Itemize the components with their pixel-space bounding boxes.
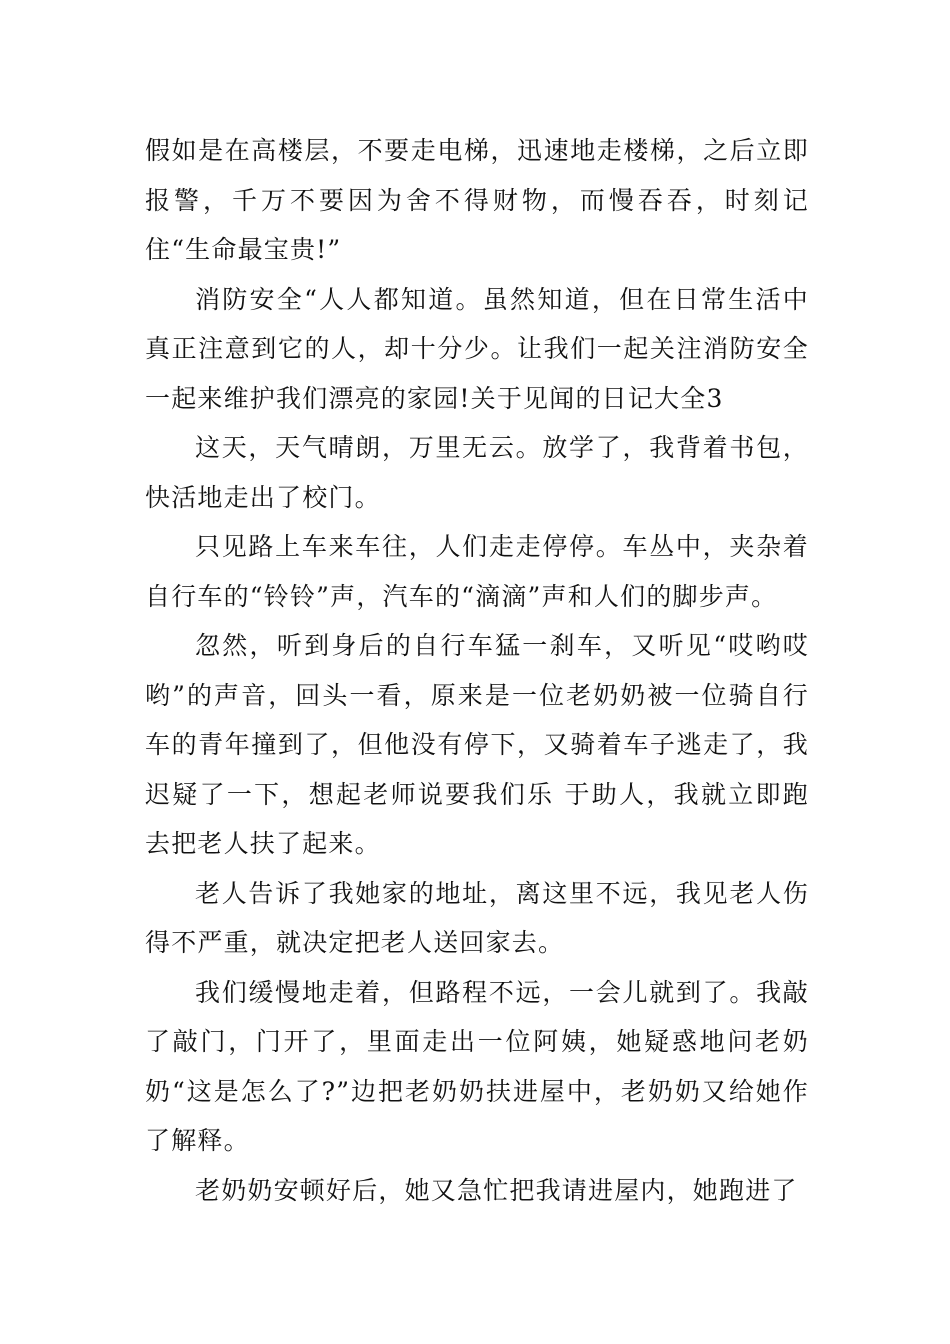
paragraph-4: 只见路上车来车往，人们走走停停。车丛中，夹杂着自行车的“铃铃”声，汽车的“滴滴”声和人们的脚步声。 bbox=[145, 532, 809, 611]
paragraph-3: 这天，天气晴朗，万里无云。放学了，我背着书包，快活地走出了校门。 bbox=[145, 433, 809, 512]
paragraph-1: 假如是在高楼层，不要走电梯，迅速地走楼梯，之后立即报警，千万不要因为舍不得财物，而慢吞吞，时刻记住“生命最宝贵!” bbox=[145, 136, 809, 264]
paragraph-5: 忽然，听到身后的自行车猛一刹车，又听见“哎哟哎哟”的声音，回头一看，原来是一位老奶奶被一位骑自行车的青年撞到了，但他没有停下，又骑着车子逃走了，我迟疑了一下，想起老师说要我们乐 于助人，我就立即跑去把老人扶了起来。 bbox=[145, 631, 809, 858]
paragraph-7: 我们缓慢地走着，但路程不远，一会儿就到了。我敲了敲门，门开了，里面走出一位阿姨，她疑惑地问老奶奶“这是怎么了?”边把老奶奶扶进屋中，老奶奶又给她作了解释。 bbox=[145, 977, 809, 1155]
paragraph-8: 老奶奶安顿好后，她又急忙把我请进屋内，她跑进了 bbox=[195, 1175, 798, 1205]
paragraph-6: 老人告诉了我她家的地址，离这里不远，我见老人伤得不严重，就决定把老人送回家去。 bbox=[145, 878, 809, 957]
paragraph-2: 消防安全“人人都知道。虽然知道，但在日常生活中真正注意到它的人，却十分少。让我们一起关注消防安全一起来维护我们漂亮的家园!关于见闻的日记大全3 bbox=[145, 284, 809, 413]
document-body bbox=[145, 126, 809, 1215]
